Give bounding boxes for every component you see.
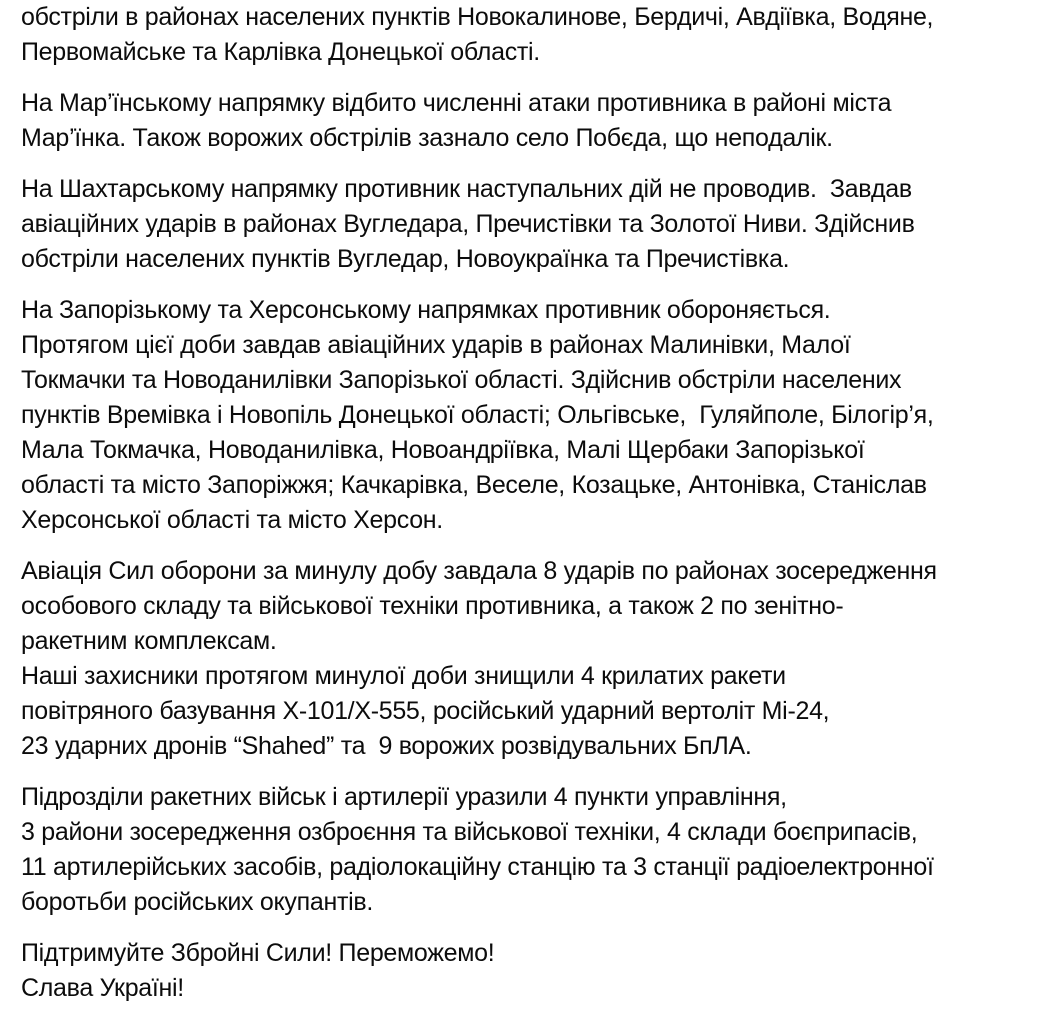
text-line: Підрозділи ракетних військ і артилерії уразили 4 пункти управління,	[21, 783, 787, 811]
text-line: Авіація Сил оборони за минулу добу завдала 8 ударів по районах зосередження	[21, 557, 937, 585]
paragraph	[21, 780, 1028, 920]
text-line: області та місто Запоріжжя; Качкарівка, Веселе, Козацьке, Антонівка, Станіслав	[21, 471, 927, 499]
text-line: боротьби російських окупантів.	[21, 888, 373, 916]
text-line: Мала Токмачка, Новоданилівка, Новоандріївка, Малі Щербаки Запорізької	[21, 436, 865, 464]
text-line: Підтримуйте Збройні Сили! Переможемо!	[21, 939, 495, 967]
text-line: Мар’їнка. Також ворожих обстрілів зазнало село Побєда, що неподалік.	[21, 124, 833, 152]
paragraph	[21, 172, 1028, 277]
text-line: повітряного базування Х-101/Х-555, російський ударний вертоліт Мі-24,	[21, 697, 830, 725]
text-line: ракетним комплексам.	[21, 627, 277, 655]
text-line: 23 ударних дронів “Shahed” та 9 ворожих розвідувальних БпЛА.	[21, 732, 752, 760]
text-line: пунктів Времівка і Новопіль Донецької області; Ольгівське, Гуляйполе, Білогір’я,	[21, 401, 934, 429]
text-line: авіаційних ударів в районах Вугледара, Пречистівки та Золотої Ниви. Здійснив	[21, 210, 915, 238]
text-line: 3 райони зосередження озброєння та військової техніки, 4 склади боєприпасів,	[21, 818, 918, 846]
text-line: 11 артилерійських засобів, радіолокаційну станцію та 3 станції радіоелектронної	[21, 853, 934, 881]
text-line: Первомайське та Карлівка Донецької області.	[21, 38, 540, 66]
text-line: Херсонської області та місто Херсон.	[21, 506, 443, 534]
paragraph	[21, 0, 1028, 70]
text-line: Токмачки та Новоданилівки Запорізької області. Здійснив обстріли населених	[21, 366, 902, 394]
text-line: Наші захисники протягом минулої доби знищили 4 крилатих ракети	[21, 662, 786, 690]
text-line: На Шахтарському напрямку противник наступальних дій не проводив. Завдав	[21, 175, 912, 203]
text-line: особового складу та військової техніки противника, а також 2 по зенітно-	[21, 592, 844, 620]
paragraph	[21, 936, 1028, 1006]
paragraph	[21, 293, 1028, 538]
paragraph	[21, 554, 1028, 764]
text-line: Слава Україні!	[21, 974, 184, 1002]
text-line: Протягом цієї доби завдав авіаційних ударів в районах Малинівки, Малої	[21, 331, 851, 359]
text-line: На Запорізькому та Херсонському напрямках противник обороняється.	[21, 296, 831, 324]
paragraph	[21, 86, 1028, 156]
text-line: обстріли в районах населених пунктів Новокалинове, Бердичі, Авдіївка, Водяне,	[21, 3, 934, 31]
text-line: На Мар’їнському напрямку відбито численні атаки противника в районі міста	[21, 89, 892, 117]
text-line: обстріли населених пунктів Вугледар, Новоукраїнка та Пречистівка.	[21, 245, 790, 273]
